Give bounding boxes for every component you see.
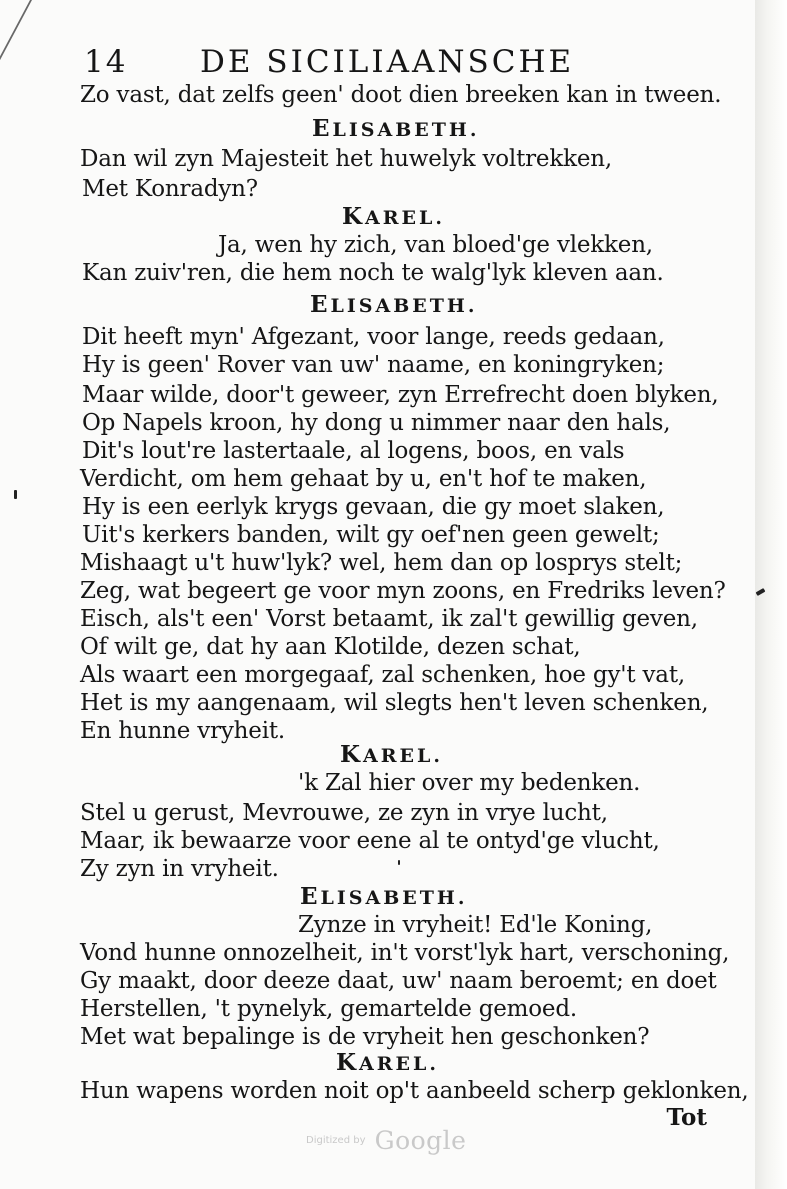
verse-line: Ja, wen hy zich, van bloed'ge vlekken, (218, 232, 653, 258)
verse-line: Als waart een morgegaaf, zal schenken, hoe gy't vat, (80, 662, 685, 688)
folded-corner (0, 0, 32, 70)
verse-line: Zy zyn in vryheit. (80, 856, 279, 882)
ink-speck (398, 860, 400, 865)
verse-line: Stel u gerust, Mevrouwe, ze zyn in vrye lucht, (80, 800, 608, 826)
verse-line: Gy maakt, door deeze daat, uw' naam beroemt; en doet (80, 968, 717, 994)
verse-line: Kan zuiv'ren, die hem noch te walg'lyk kleven aan. (82, 260, 664, 286)
verse-line: Met wat bepalinge is de vryheit hen geschonken? (80, 1024, 650, 1050)
verse-line: Hy is geen' Rover van uw' naame, en koningryken; (82, 352, 665, 378)
watermark-prefix: Digitized by (306, 1135, 366, 1146)
verse-line: Maar, ik bewaarze voor eene al te ontyd'ge vlucht, (80, 828, 660, 854)
speaker-heading: KAREL. (342, 203, 445, 230)
verse-line: Dit's lout're lastertaale, al logens, boos, en vals (82, 438, 625, 464)
verse-line: Herstellen, 't pynelyk, gemartelde gemoed. (80, 996, 577, 1022)
ink-speck (14, 490, 17, 499)
verse-line: Met Konradyn? (82, 176, 258, 202)
page-number: 14 (84, 44, 128, 80)
page-header (84, 44, 624, 80)
verse-line: Maar wilde, door't geweer, zyn Errefrecht doen blyken, (82, 382, 719, 408)
verse-line: Hun wapens worden noit op't aanbeeld scherp geklonken, (80, 1078, 749, 1104)
verse-line: Dan wil zyn Majesteit het huwelyk voltrekken, (80, 146, 612, 172)
verse-line: Dit heeft myn' Afgezant, voor lange, reeds gedaan, (82, 324, 665, 350)
speaker-heading: KAREL. (340, 741, 443, 768)
verse-line: Mishaagt u't huw'lyk? wel, hem dan op losprys stelt; (80, 550, 683, 576)
catchword: Tot (666, 1104, 707, 1131)
verse-line: Uit's kerkers banden, wilt gy oef'nen geen gewelt; (82, 522, 660, 548)
verse-line: Het is my aangenaam, wil slegts hen't leven schenken, (80, 690, 709, 716)
verse-line: Hy is een eerlyk krygs gevaan, die gy moet slaken, (82, 494, 665, 520)
verse-line: Eisch, als't een' Vorst betaamt, ik zal't gewillig geven, (80, 606, 698, 632)
verse-line: Vond hunne onnozelheit, in't vorst'lyk hart, verschoning, (80, 940, 730, 966)
speaker-heading: ELISABETH. (310, 291, 478, 318)
running-title: DE SICILIAANSCHE (200, 44, 575, 80)
google-logo: Google (374, 1126, 467, 1155)
verse-line: En hunne vryheit. (80, 718, 286, 744)
speaker-heading: ELISABETH. (312, 115, 480, 142)
verse-line: Zo vast, dat zelfs geen' doot dien breeken kan in tween. (80, 82, 722, 108)
verse-line: Verdicht, om hem gehaat by u, en't hof te maken, (80, 466, 647, 492)
verse-line: Of wilt ge, dat hy aan Klotilde, dezen schat, (80, 634, 581, 660)
speaker-heading: KAREL. (336, 1049, 439, 1076)
verse-line: Zynze in vryheit! Ed'le Koning, (298, 912, 653, 938)
verse-line: 'k Zal hier over my bedenken. (298, 770, 641, 796)
verse-line: Zeg, wat begeert ge voor myn zoons, en Fredriks leven? (80, 578, 726, 604)
verse-line: Op Napels kroon, hy dong u nimmer naar den hals, (82, 410, 671, 436)
digitization-watermark (306, 1126, 466, 1155)
speaker-heading: ELISABETH. (300, 883, 468, 910)
